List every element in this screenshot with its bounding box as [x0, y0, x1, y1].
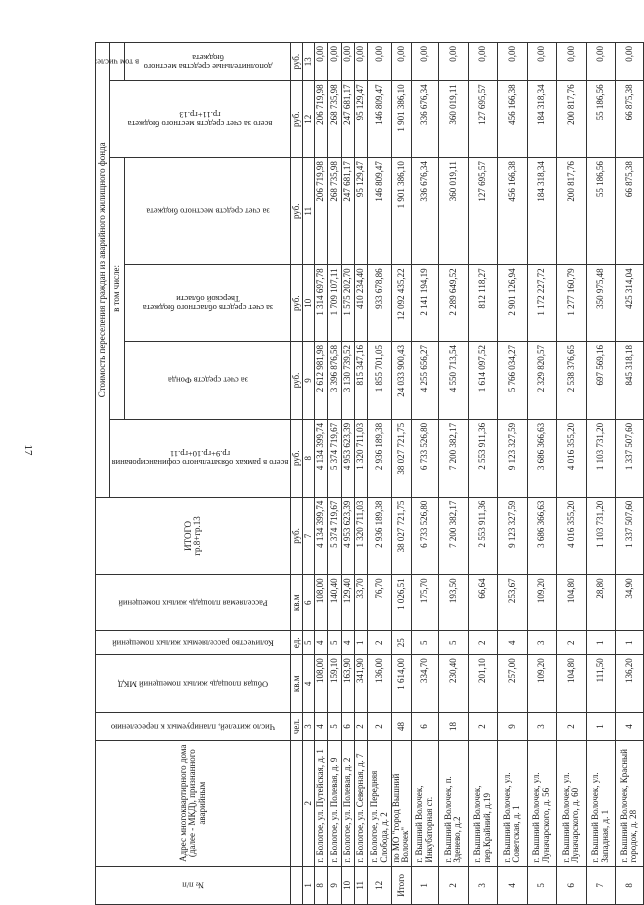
header-in-that-number-2: в том числе: — [110, 43, 125, 81]
row-value: 109,20 — [527, 655, 556, 713]
row-address: г. Бологое, ул. Полевая, д. 2 — [342, 740, 355, 866]
row-value: 206 719,98 — [315, 81, 328, 158]
row-value: 336 676,34 — [411, 81, 438, 158]
row-value: 3 686 366,63 — [527, 497, 556, 575]
row-value: 456 166,38 — [497, 81, 527, 158]
table-row — [527, 43, 556, 905]
row-value: 95 129,47 — [355, 158, 368, 265]
row-value: 136,00 — [368, 655, 392, 713]
row-value: 341,90 — [355, 655, 368, 713]
row-value: 350 975,48 — [586, 265, 615, 342]
row-value: 104,80 — [556, 575, 586, 631]
row-value: 12 092 435,22 — [392, 265, 412, 342]
row-value: 1 614 097,52 — [468, 342, 497, 420]
row-address: г. Вышний Волочек, Красный городок, д. 28 — [615, 740, 643, 866]
row-value: 140,40 — [328, 575, 342, 631]
row-count: 2 — [468, 713, 497, 740]
row-value: 6 733 526,80 — [411, 497, 438, 575]
row-value: 2 901 126,94 — [497, 265, 527, 342]
row-value: 230,40 — [438, 655, 468, 713]
row-value: 334,70 — [411, 655, 438, 713]
row-value: 2 538 376,65 — [556, 342, 586, 420]
row-value: 0,00 — [315, 43, 328, 81]
row-value: 1 709 107,11 — [328, 265, 342, 342]
row-value: 5 374 719,67 — [328, 419, 342, 497]
row-value: 6 733 526,80 — [411, 419, 438, 497]
row-number: 11 — [355, 866, 368, 904]
row-value: 108,00 — [315, 655, 328, 713]
table-row — [438, 43, 468, 905]
row-value: 206 719,98 — [315, 158, 328, 265]
row-value: 0,00 — [328, 43, 342, 81]
row-value: 2 141 194,19 — [411, 265, 438, 342]
row-count: 48 — [392, 713, 412, 740]
row-value: 4 016 355,20 — [556, 497, 586, 575]
row-value: 360 019,11 — [438, 81, 468, 158]
row-value: 5 766 034,27 — [497, 342, 527, 420]
row-value: 66 875,38 — [615, 158, 643, 265]
row-number: 9 — [328, 866, 342, 904]
row-value: 1 337 507,60 — [615, 419, 643, 497]
row-value: 55 186,56 — [586, 81, 615, 158]
table-row — [615, 43, 643, 905]
row-value: 3 396 876,58 — [328, 342, 342, 420]
row-number: 7 — [586, 866, 615, 904]
row-value: 4 134 399,74 — [315, 497, 328, 575]
row-value: 1 026,51 — [392, 575, 412, 631]
header-cell-resettled-area: Расселяемая площадь жилых помещений — [96, 575, 291, 631]
row-value: 9 123 327,59 — [497, 497, 527, 575]
row-value: 184 318,34 — [527, 81, 556, 158]
row-value: 0,00 — [342, 43, 355, 81]
table-row — [392, 43, 412, 905]
row-value: 7 200 382,17 — [438, 497, 468, 575]
row-count: 5 — [328, 631, 342, 655]
row-address: г. Бологое, ул. Полевая, д. 9 — [328, 740, 342, 866]
row-address: г. Бологое, ул. Передняя Слобода, д. 2 — [368, 740, 392, 866]
row-value: 7 200 382,17 — [438, 419, 468, 497]
row-value: 33,70 — [355, 575, 368, 631]
row-address: г. Вышний Волочек, ул. Советская, д. 1 — [497, 740, 527, 866]
row-count: 2 — [556, 631, 586, 655]
row-count: 4 — [497, 631, 527, 655]
row-number: 5 — [527, 866, 556, 904]
row-count: 6 — [342, 713, 355, 740]
row-count: 5 — [328, 713, 342, 740]
row-value: 127 695,57 — [468, 158, 497, 265]
header-cell-regional: за счет средств областного бюджета Тверской области — [125, 265, 291, 342]
row-value: 812 118,27 — [468, 265, 497, 342]
row-count: 9 — [497, 713, 527, 740]
row-value: 1 103 731,20 — [586, 497, 615, 575]
table-row — [586, 43, 615, 905]
row-value: 4 134 399,74 — [315, 419, 328, 497]
row-number: 8 — [615, 866, 643, 904]
row-count: 1 — [586, 631, 615, 655]
header-cell-local-total: всего за счет средств местного бюджета гр.11+гр.13 — [110, 81, 291, 158]
row-value: 66 875,38 — [615, 81, 643, 158]
table-row — [497, 43, 527, 905]
row-value: 200 817,76 — [556, 81, 586, 158]
row-value: 1 320 711,03 — [355, 419, 368, 497]
rotated-table-wrapper — [94, 42, 639, 905]
row-value: 3 686 366,63 — [527, 419, 556, 497]
row-value: 0,00 — [586, 43, 615, 81]
row-value: 1 901 386,10 — [392, 81, 412, 158]
row-value: 1 277 160,79 — [556, 265, 586, 342]
row-value: 1 172 227,72 — [527, 265, 556, 342]
row-value: 4 953 623,39 — [342, 419, 355, 497]
header-cell-additional-local: дополнительные средства местного бюджета — [125, 43, 291, 81]
row-count: 5 — [438, 631, 468, 655]
header-cell-units-count: Количество расселяемых жилых помещений — [96, 631, 291, 655]
units-row: чел. кв.м ед. кв.м руб. руб. руб. руб. руб. руб. руб. — [291, 43, 303, 905]
row-count: 1 — [615, 631, 643, 655]
row-number: 10 — [342, 866, 355, 904]
row-value: 108,00 — [315, 575, 328, 631]
row-value: 0,00 — [368, 43, 392, 81]
header-cell-local: за счет средств местного бюджета — [125, 158, 291, 265]
row-value: 38 027 721,75 — [392, 497, 412, 575]
row-address: г. Вышний Волочек, пер.Крайний, д.19 — [468, 740, 497, 866]
row-value: 2 936 189,38 — [368, 497, 392, 575]
row-count: 2 — [355, 713, 368, 740]
row-value: 0,00 — [556, 43, 586, 81]
row-count: 2 — [556, 713, 586, 740]
row-count: 1 — [355, 631, 368, 655]
row-value: 0,00 — [527, 43, 556, 81]
row-value: 360 019,11 — [438, 158, 468, 265]
row-number: 3 — [468, 866, 497, 904]
row-value: 146 809,47 — [368, 158, 392, 265]
row-address: г. Вышний Волочек, п. Зденево, д.2 — [438, 740, 468, 866]
resettlement-cost-table — [95, 42, 644, 905]
header-cell-total-area: Общая площадь жилых помещений МКД — [96, 655, 291, 713]
row-value: 159,10 — [328, 655, 342, 713]
header-cell-residents: Число жителей, планируемых к переселению — [96, 713, 291, 740]
row-count: 6 — [411, 713, 438, 740]
row-value: 1 314 697,78 — [315, 265, 328, 342]
row-count: 2 — [368, 713, 392, 740]
row-count: 4 — [315, 713, 328, 740]
row-value: 127 695,57 — [468, 81, 497, 158]
row-value: 1 103 731,20 — [586, 419, 615, 497]
row-value: 109,20 — [527, 575, 556, 631]
row-value: 104,80 — [556, 655, 586, 713]
row-value: 38 027 721,75 — [392, 419, 412, 497]
row-value: 28,80 — [586, 575, 615, 631]
table-row — [315, 43, 328, 905]
header-group-title: Стоимость переселения граждан из аварийного жилищного фонда — [96, 43, 110, 498]
table-row — [342, 43, 355, 905]
row-count: 4 — [315, 631, 328, 655]
row-value: 1 575 202,70 — [342, 265, 355, 342]
row-value: 697 569,16 — [586, 342, 615, 420]
row-value: 184 318,34 — [527, 158, 556, 265]
row-value: 0,00 — [411, 43, 438, 81]
row-address: г. Вышний Волочек, ул. Западная, д. 1 — [586, 740, 615, 866]
row-value: 1 855 701,05 — [368, 342, 392, 420]
row-value: 55 186,56 — [586, 158, 615, 265]
row-value: 129,40 — [342, 575, 355, 631]
row-value: 66,64 — [468, 575, 497, 631]
table-row — [368, 43, 392, 905]
table-row — [411, 43, 438, 905]
row-number: 4 — [497, 866, 527, 904]
row-value: 0,00 — [392, 43, 412, 81]
row-value: 257,00 — [497, 655, 527, 713]
table-row — [328, 43, 342, 905]
row-number: 2 — [438, 866, 468, 904]
row-number: 6 — [556, 866, 586, 904]
row-value: 247 681,17 — [342, 81, 355, 158]
row-value: 4 255 656,27 — [411, 342, 438, 420]
row-value: 5 374 719,67 — [328, 497, 342, 575]
row-value: 163,90 — [342, 655, 355, 713]
row-count: 3 — [527, 631, 556, 655]
header-cell-itogo: ИТОГО гр.8+гр.13 — [96, 497, 291, 575]
row-value: 1 320 711,03 — [355, 497, 368, 575]
header-cell-address: Адрес многоквартирного дома (далее - МКД), признанного аварийным — [96, 740, 291, 866]
row-value: 4 016 355,20 — [556, 419, 586, 497]
row-address: г. Бологое, ул. Путейская, д. 1 — [315, 740, 328, 866]
row-value: 0,00 — [468, 43, 497, 81]
header-cell-total-cofinancing: всего в рамках обязательного софинансирования гр.9+гр.10+гр.11 — [110, 419, 291, 497]
row-count: 2 — [468, 631, 497, 655]
row-value: 456 166,38 — [497, 158, 527, 265]
row-count: 1 — [586, 713, 615, 740]
row-value: 4 550 713,54 — [438, 342, 468, 420]
row-value: 0,00 — [438, 43, 468, 81]
row-value: 34,90 — [615, 575, 643, 631]
row-value: 1 901 386,10 — [392, 158, 412, 265]
page-number: 17 — [22, 444, 34, 456]
row-value: 336 676,34 — [411, 158, 438, 265]
row-count: 3 — [527, 713, 556, 740]
row-value: 268 735,98 — [328, 158, 342, 265]
row-count: 5 — [411, 631, 438, 655]
row-count: 4 — [615, 713, 643, 740]
row-value: 933 678,86 — [368, 265, 392, 342]
row-value: 111,50 — [586, 655, 615, 713]
header-cell-fund: за счет средств Фонда — [125, 342, 291, 420]
row-value: 146 809,47 — [368, 81, 392, 158]
row-number: Итого — [392, 866, 412, 904]
row-value: 95 129,47 — [355, 81, 368, 158]
row-value: 247 681,17 — [342, 158, 355, 265]
header-in-that-number: в том числе: — [110, 158, 125, 420]
row-number: 12 — [368, 866, 392, 904]
row-value: 193,50 — [438, 575, 468, 631]
row-value: 2 612 981,98 — [315, 342, 328, 420]
row-value: 2 553 911,36 — [468, 497, 497, 575]
row-value: 2 289 649,52 — [438, 265, 468, 342]
row-value: 9 123 327,59 — [497, 419, 527, 497]
row-count: 18 — [438, 713, 468, 740]
row-value: 410 234,40 — [355, 265, 368, 342]
row-value: 0,00 — [355, 43, 368, 81]
column-numbers-row: 1 2 3 4 5 6 7 8 9 10 11 12 13 — [303, 43, 315, 905]
row-value: 24 033 900,43 — [392, 342, 412, 420]
row-value: 815 347,16 — [355, 342, 368, 420]
row-value: 2 936 189,38 — [368, 419, 392, 497]
row-value: 845 318,18 — [615, 342, 643, 420]
row-value: 0,00 — [615, 43, 643, 81]
row-value: 4 953 623,39 — [342, 497, 355, 575]
row-value: 1 614,00 — [392, 655, 412, 713]
row-value: 1 337 507,60 — [615, 497, 643, 575]
row-value: 2 329 820,57 — [527, 342, 556, 420]
row-count: 4 — [342, 631, 355, 655]
row-value: 0,00 — [497, 43, 527, 81]
row-value: 425 314,04 — [615, 265, 643, 342]
table-row — [556, 43, 586, 905]
table-row — [468, 43, 497, 905]
row-count: 2 — [368, 631, 392, 655]
row-value: 136,20 — [615, 655, 643, 713]
row-address: г. Вышний Волочек, ул. Луначарского, д. 56 — [527, 740, 556, 866]
row-number: 8 — [315, 866, 328, 904]
row-value: 2 553 911,36 — [468, 419, 497, 497]
row-value: 76,70 — [368, 575, 392, 631]
header-cell-number: № п/п — [96, 866, 291, 904]
row-value: 253,67 — [497, 575, 527, 631]
row-address: г. Вышний Волочек, ул. Луначарского, д. 60 — [556, 740, 586, 866]
table-row — [355, 43, 368, 905]
row-number: 1 — [411, 866, 438, 904]
row-value: 200 817,76 — [556, 158, 586, 265]
row-value: 268 735,98 — [328, 81, 342, 158]
row-count: 25 — [392, 631, 412, 655]
row-value: 175,70 — [411, 575, 438, 631]
row-value: 3 130 739,52 — [342, 342, 355, 420]
row-address: по МО "город Вышний Волочек" — [392, 740, 412, 866]
row-address: г. Бологое, ул. Северная, д. 7 — [355, 740, 368, 866]
row-address: г. Вышний Волочек, Инкубаторная ст. — [411, 740, 438, 866]
row-value: 201,10 — [468, 655, 497, 713]
